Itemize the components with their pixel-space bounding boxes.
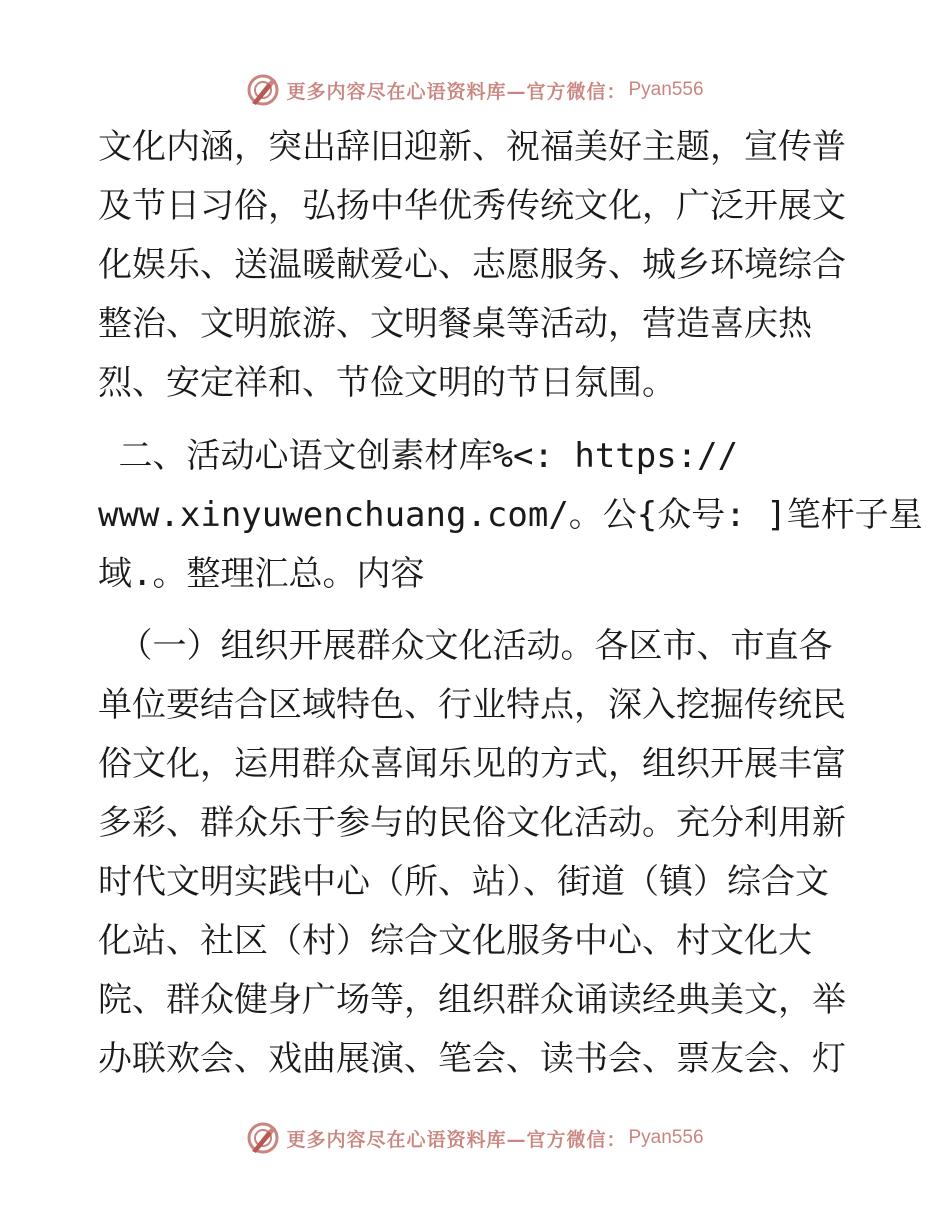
paragraph-3-line-8: 办联欢会、戏曲展演、笔会、读书会、票友会、灯 [98,1039,846,1079]
header-watermark [0,70,950,110]
paragraph-1-line-5: 烈、安定祥和、节俭文明的节日氛围。 [98,363,676,403]
paragraph-3-line-1: （一）组织开展群众文化活动。各区市、市直各 [98,626,833,666]
paragraph-1-line-2: 及节日习俗，弘扬中华优秀传统文化，广泛开展文 [98,186,846,226]
paragraph-1-line-3: 化娱乐、送温暖献爱心、志愿服务、城乡环境综合 [98,245,846,285]
paragraph-2-line-2: www.xinyuwenchuang.com/。公{众号: ]笔杆子星 [98,495,923,535]
paragraph-3-line-5: 时代文明实践中心（所、站）、街道（镇）综合文 [98,862,829,902]
paragraph-3-line-4: 多彩、群众乐于参与的民俗文化活动。充分利用新 [98,803,846,843]
paragraph-3-line-6: 化站、社区（村）综合文化服务中心、村文化大 [98,921,812,961]
paragraph-3-line-7: 院、群众健身广场等，组织群众诵读经典美文，举 [98,980,846,1020]
footer-watermark [0,1118,950,1158]
pen-logo-icon [246,73,280,107]
paragraph-3-line-2: 单位要结合区域特色、行业特点，深入挖掘传统民 [98,685,846,725]
watermark-text: 更多内容尽在心语资料库—官方微信： [286,1128,627,1151]
watermark-handle: Pyan556 [628,1127,704,1148]
watermark-handle: Pyan556 [628,79,704,100]
pen-logo-icon [246,1121,280,1155]
paragraph-2-line-3: 域.。整理汇总。内容 [98,554,425,594]
paragraph-1-line-1: 文化内涵，突出辞旧迎新、祝福美好主题，宣传普 [98,127,846,167]
watermark-text: 更多内容尽在心语资料库—官方微信： [286,80,627,103]
paragraph-2-line-1: 二、活动心语文创素材库%<: https:// [98,436,739,476]
paragraph-3-line-3: 俗文化，运用群众喜闻乐见的方式，组织开展丰富 [98,744,846,784]
paragraph-1-line-4: 整治、文明旅游、文明餐桌等活动，营造喜庆热 [98,304,812,344]
